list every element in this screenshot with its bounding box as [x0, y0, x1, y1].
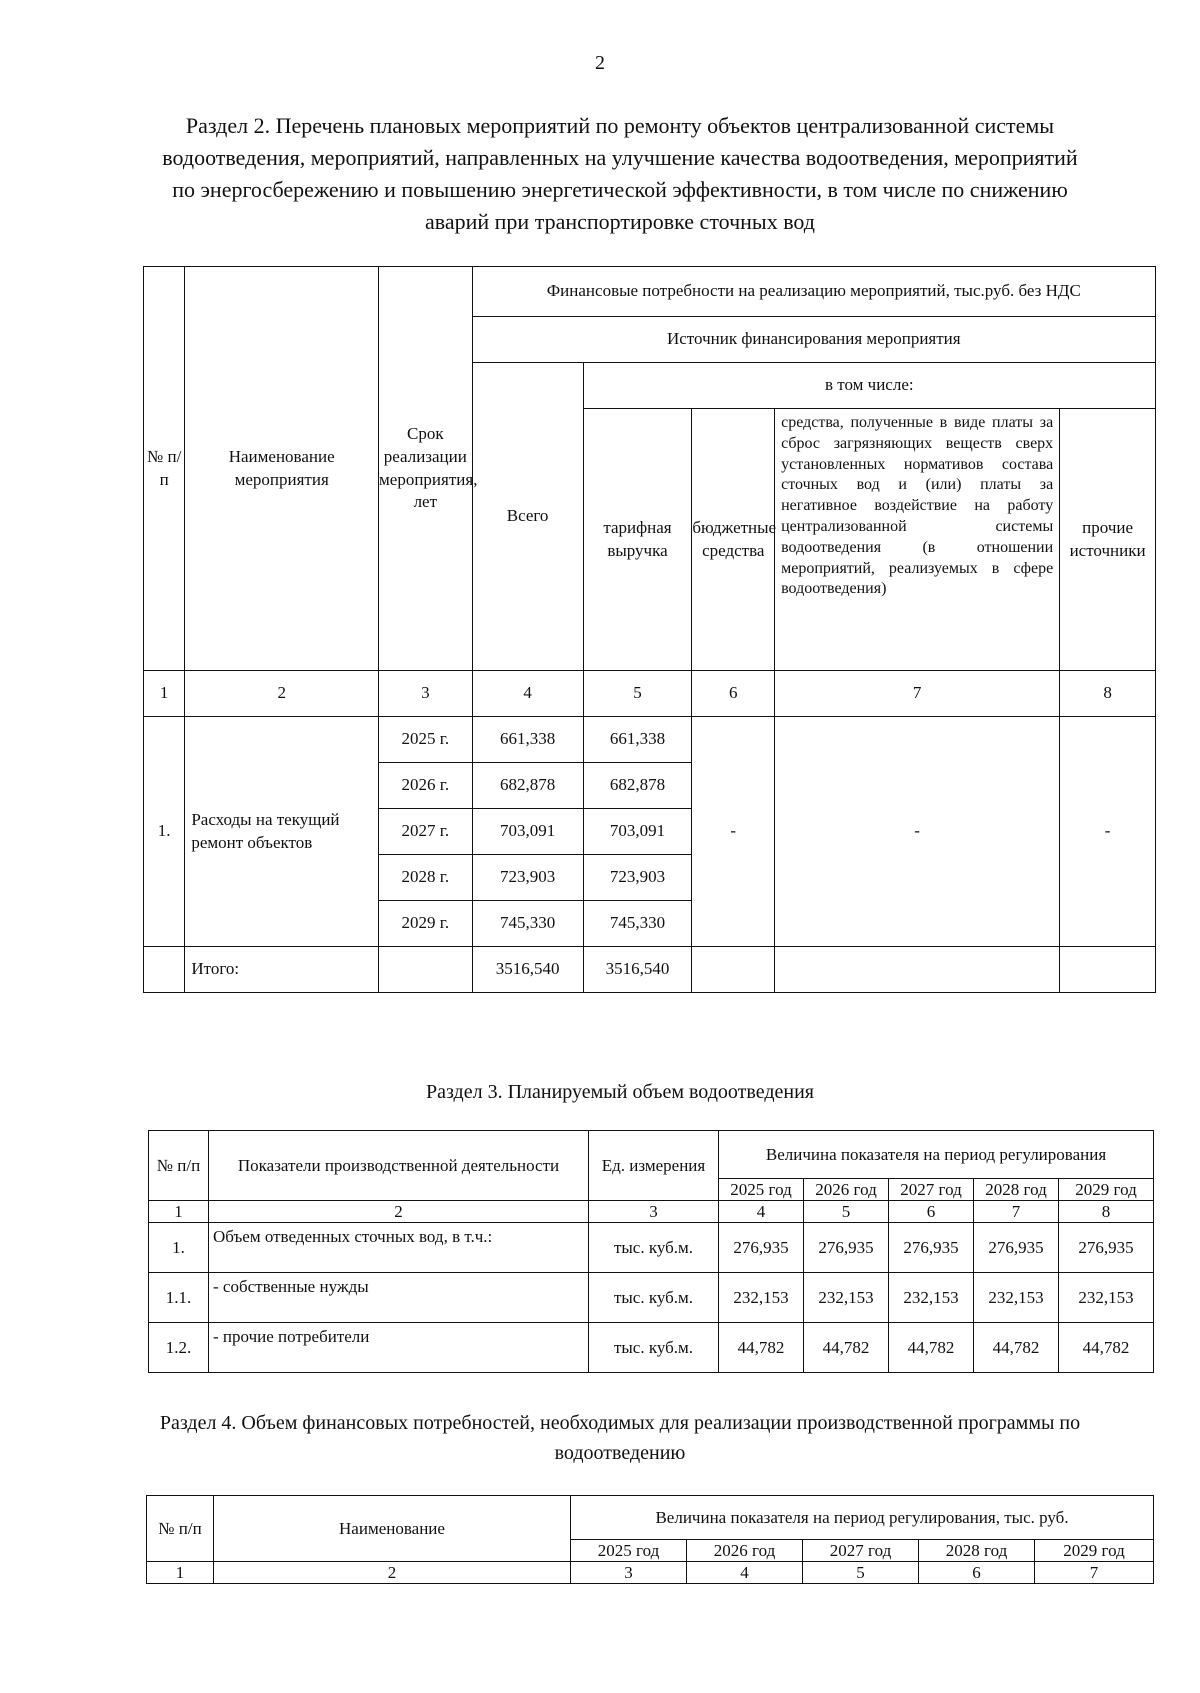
row-unit: тыс. куб.м. [589, 1273, 719, 1323]
row-unit: тыс. куб.м. [589, 1223, 719, 1273]
header-num: № п/ п [144, 267, 185, 671]
col-number: 6 [889, 1201, 974, 1223]
header-year: 2027 год [889, 1179, 974, 1201]
row-num: 1. [149, 1223, 209, 1273]
page-number: 2 [595, 52, 605, 74]
header-fees: средства, полученные в виде платы за сброс загрязняющих веществ сверх установленных нормативов состава сточных вод и (или) платы за негативное воздействие на работу централизованной системы водоотведения (в отношении мероприятий, реализуемых в сфере водоотведения) [775, 409, 1060, 671]
col-number: 1 [149, 1201, 209, 1223]
row-value: 232,153 [719, 1273, 804, 1323]
col-number: 1 [144, 671, 185, 717]
row-value: 276,935 [889, 1223, 974, 1273]
col-number: 5 [804, 1201, 889, 1223]
header-year: 2025 год [719, 1179, 804, 1201]
header-year: 2029 год [1035, 1540, 1154, 1562]
row-num: 1.2. [149, 1323, 209, 1373]
row-value: 232,153 [1059, 1273, 1154, 1323]
item-num: 1. [144, 717, 185, 947]
section3-table [148, 1130, 1154, 1373]
col-number: 3 [379, 671, 473, 717]
col-number: 2 [209, 1201, 589, 1223]
row-value: 232,153 [974, 1273, 1059, 1323]
col-number: 7 [1035, 1562, 1154, 1584]
empty-cell [379, 947, 473, 993]
total-cell: 661,338 [472, 717, 583, 763]
year-cell: 2029 г. [379, 901, 473, 947]
row-value: 232,153 [804, 1273, 889, 1323]
tariff-cell: 703,091 [583, 809, 692, 855]
row-value: 276,935 [804, 1223, 889, 1273]
empty-cell [144, 947, 185, 993]
row-indicator: Объем отведенных сточных вод, в т.ч.: [209, 1223, 589, 1273]
header-indicator: Показатели производственной деятельности [209, 1131, 589, 1201]
year-cell: 2026 г. [379, 763, 473, 809]
header-year: 2028 год [919, 1540, 1035, 1562]
row-value: 44,782 [804, 1323, 889, 1373]
header-term: Срок реализации мероприятия, лет [379, 267, 473, 671]
total-cell: 745,330 [472, 901, 583, 947]
col-number: 2 [185, 671, 379, 717]
header-including: в том числе: [583, 363, 1155, 409]
header-tariff: тарифная выручка [583, 409, 692, 671]
row-unit: тыс. куб.м. [589, 1323, 719, 1373]
col-number: 4 [719, 1201, 804, 1223]
header-unit: Ед. измерения [589, 1131, 719, 1201]
header-num: № п/п [149, 1131, 209, 1201]
col-number: 5 [803, 1562, 919, 1584]
col-number: 4 [472, 671, 583, 717]
row-value: 44,782 [719, 1323, 804, 1373]
total-cell: 682,878 [472, 763, 583, 809]
item-name: Расходы на текущий ремонт объектов [185, 717, 379, 947]
col-number: 6 [692, 671, 775, 717]
total-label: Итого: [185, 947, 379, 993]
header-budget: бюджетные средства [692, 409, 775, 671]
empty-cell [775, 947, 1060, 993]
section2-table [143, 266, 1156, 993]
section4-title: Раздел 4. Объем финансовых потребностей, необходимых для реализации производственной программы по водоотведению [159, 1412, 1081, 1464]
header-period: Величина показателя на период регулирования [719, 1131, 1154, 1179]
row-indicator: - прочие потребители [209, 1323, 589, 1373]
col-number: 5 [583, 671, 692, 717]
col-number: 8 [1060, 671, 1156, 717]
row-value: 276,935 [1059, 1223, 1154, 1273]
header-period: Величина показателя на период регулирования, тыс. руб. [571, 1496, 1154, 1540]
header-year: 2028 год [974, 1179, 1059, 1201]
grand-tariff: 3516,540 [583, 947, 692, 993]
year-cell: 2025 г. [379, 717, 473, 763]
header-year: 2029 год [1059, 1179, 1154, 1201]
col-number: 3 [589, 1201, 719, 1223]
header-name: Наименование мероприятия [185, 267, 379, 671]
col-number: 7 [775, 671, 1060, 717]
col-number: 3 [571, 1562, 687, 1584]
tariff-cell: 661,338 [583, 717, 692, 763]
other-dash: - [1060, 717, 1156, 947]
year-cell: 2027 г. [379, 809, 473, 855]
budget-dash: - [692, 717, 775, 947]
header-financial-needs: Финансовые потребности на реализацию мероприятий, тыс.руб. без НДС [472, 267, 1155, 317]
header-num: № п/п [147, 1496, 214, 1562]
total-cell: 703,091 [472, 809, 583, 855]
col-number: 4 [687, 1562, 803, 1584]
header-year: 2027 год [803, 1540, 919, 1562]
empty-cell [692, 947, 775, 993]
section3-title: Раздел 3. Планируемый объем водоотведения [426, 1081, 814, 1103]
tariff-cell: 745,330 [583, 901, 692, 947]
header-year: 2025 год [571, 1540, 687, 1562]
header-funding-source: Источник финансирования мероприятия [472, 317, 1155, 363]
col-number: 6 [919, 1562, 1035, 1584]
year-cell: 2028 г. [379, 855, 473, 901]
section2-title: Раздел 2. Перечень плановых мероприятий по ремонту объектов централизованной системы водоотведения, мероприятий, направленных на улучшение качества водоотведения, мероприятий по энергосбережению и повышению энергетической эффективности, в том числе по снижению аварий при транспортировке сточных вод [162, 113, 1078, 234]
tariff-cell: 682,878 [583, 763, 692, 809]
fees-dash: - [775, 717, 1060, 947]
col-number: 2 [214, 1562, 571, 1584]
header-year: 2026 год [804, 1179, 889, 1201]
row-value: 232,153 [889, 1273, 974, 1323]
row-value: 44,782 [1059, 1323, 1154, 1373]
row-value: 44,782 [889, 1323, 974, 1373]
row-value: 276,935 [974, 1223, 1059, 1273]
header-name: Наименование [214, 1496, 571, 1562]
row-value: 276,935 [719, 1223, 804, 1273]
col-number: 1 [147, 1562, 214, 1584]
header-other: прочие источники [1060, 409, 1156, 671]
tariff-cell: 723,903 [583, 855, 692, 901]
col-number: 7 [974, 1201, 1059, 1223]
header-year: 2026 год [687, 1540, 803, 1562]
total-cell: 723,903 [472, 855, 583, 901]
grand-total: 3516,540 [472, 947, 583, 993]
row-num: 1.1. [149, 1273, 209, 1323]
row-value: 44,782 [974, 1323, 1059, 1373]
row-indicator: - собственные нужды [209, 1273, 589, 1323]
header-total: Всего [472, 363, 583, 671]
col-number: 8 [1059, 1201, 1154, 1223]
section4-table [146, 1495, 1154, 1584]
empty-cell [1060, 947, 1156, 993]
